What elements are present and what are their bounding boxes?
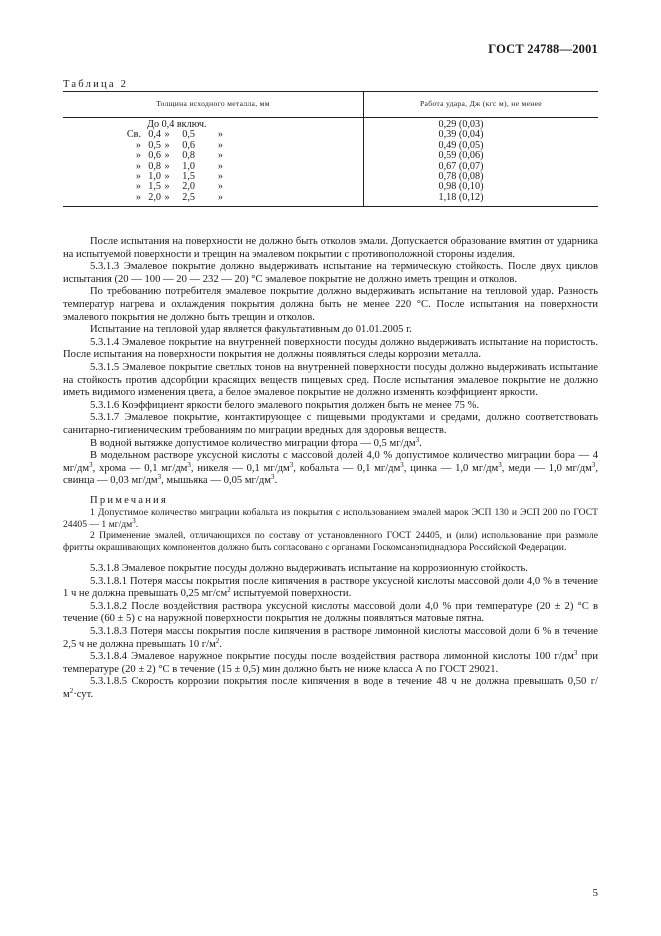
table-container xyxy=(63,91,598,207)
paragraph-fluorine: В водной вытяжке допустимое количество миграции фтора — 0,5 $мг/дм^3$. xyxy=(90,435,422,449)
clause-5-3-1-8-1: 5.3.1.8.1 Потеря массы покрытия после кипячения в растворе уксусной кислоты массовой доли 4,0 % в течение 1 ч не должна превышать 0,25 $мг/см^2$ испытуемой поверхности. xyxy=(63,575,598,600)
clause-5-3-1-8-3: 5.3.1.8.3 Потеря массы покрытия после кипячения в растворе лимонной кислоты массовой доли 6 % в течение 2,5 ч не должна превышать 10 $г/м^2$. xyxy=(63,626,598,650)
note-1: 1 Допустимое количество миграции кобальта из покрытия с использованием эмалей марок ЭСП 130 и ЭСП 200 по ГОСТ 24405 — 1 $мг/дм^3$. xyxy=(63,507,598,530)
clause-5-3-1-8: 5.3.1.8 Эмалевое покрытие посуды должно выдерживать испытание на коррозионную стойкость. xyxy=(90,563,528,575)
column-header-thickness: Толщина исходного металла, мм xyxy=(63,92,364,118)
thickness-cell: » 0,6 » 0,8 » xyxy=(135,150,223,162)
paragraph: По требованию потребителя эмалевое покрытие должно выдерживать испытание на тепловой удар. Разность температур нагрева и охлаждения покрытия должна быть не менее 220 °С. После испытания на поверхности эмалевого покрытия не должно быть трещин и отколов. xyxy=(63,286,598,323)
column-header-impact: Работа удара, Дж (кгс м), не менее xyxy=(364,92,599,118)
impact-cell: 0,98 (0,10) xyxy=(438,181,484,193)
impact-cell: 0,29 (0,03) xyxy=(438,119,484,130)
thickness-cell: До 0,4 включ. xyxy=(147,119,207,130)
clause-5-3-1-8-5: 5.3.1.8.5 Скорость коррозии покрытия после кипячения в воде в течение 48 ч не должна превышать 0,50 $г/м^2\cdot сут$. xyxy=(63,676,598,701)
clause-5-3-1-4: 5.3.1.4 Эмалевое покрытие на внутренней поверхности посуды должно выдерживать испытание на пористость. После испытания на поверхности покрытия не должны появляться следы коррозии металла. xyxy=(63,336,598,361)
table-caption: Таблица 2 xyxy=(63,79,129,90)
thickness-cell: » 0,8 » 1,0 » xyxy=(135,160,223,172)
thickness-cell: » 0,5 » 0,6 » xyxy=(135,139,223,151)
impact-cell: 0,39 (0,04) xyxy=(438,129,484,141)
thickness-cell: » 1,0 » 1,5 » xyxy=(135,171,223,183)
clause-5-3-1-8-4: 5.3.1.8.4 Эмалевое наружное покрытие посуды после воздействия раствора лимонной кислоты 100 $г/дм^3$ при температуре (20 ± 2) °С в течение (15 ± 0,5) мин должно быть не ниже класса А по ГОСТ 29021. xyxy=(63,649,598,675)
table-row xyxy=(63,193,598,207)
impact-cell: 0,49 (0,05) xyxy=(438,139,484,151)
paragraph-migration-limits: В модельном растворе уксусной кислоты с массовой долей 4,0 % допустимое количество миграции бора — 4 $мг/дм^3$, хрома — 0,1 $мг/дм^3$, никеля — 0,1 $мг/дм^3$, кобальта — 0,1 $мг/дм^3$, цинка — 1,0 $мг/дм^3$, меди — 1,0 $мг/дм^3$, свинца — 0,03 $мг/дм^3$, мышьяка — 0,05 $мг/дм^3$. xyxy=(63,450,598,487)
thickness-cell: » 2,0 » 2,5 » xyxy=(135,191,223,203)
body-text xyxy=(63,236,598,702)
impact-cell: 0,67 (0,07) xyxy=(438,160,484,172)
impact-table xyxy=(63,91,598,207)
thickness-cell: Св. 0,4 » 0,5 » xyxy=(126,129,223,141)
clause-5-3-1-5: 5.3.1.5 Эмалевое покрытие светлых тонов на внутренней поверхности посуды должно выдерживать испытание на стойкость против адсорбции красящих веществ пищевых сред. После испытания эмалевое покрытие не должно иметь видимого изменения цвета, а белое эмалевое покрытие не должно изменять коэффициент яркости. xyxy=(63,361,598,399)
impact-cell: 1,18 (0,12) xyxy=(364,193,599,207)
clause-5-3-1-7: 5.3.1.7 Эмалевое покрытие, контактирующее с пищевыми продуктами и средами, должно соответствовать санитарно-гигиеническим требованиям по миграции вредных для здоровья веществ. xyxy=(63,412,598,436)
thickness-cell: » 1,5 » 2,0 » xyxy=(135,181,223,193)
note-2: 2 Применение эмалей, отличающихся по составу от установленного ГОСТ 24405, и (или) использование при размоле фритты окрашивающих компонентов должно быть согласовано с органами Госкомсанэпиднадзора Российской Федерации. xyxy=(63,530,598,553)
clause-5-3-1-8-2: 5.3.1.8.2 После воздействия раствора уксусной кислоты массовой доли 4,0 % при температуре (20 ± 2) °С в течение (60 ± 5) с на наружной поверхности покрытия не должны появляться матовые пятна. xyxy=(63,600,598,625)
clause-5-3-1-3: 5.3.1.3 Эмалевое покрытие должно выдерживать испытание на термическую стойкость. После двух циклов испытания (20 — 100 — 20 — 232 — 20) °С эмалевое покрытие не должно иметь трещин и отколов. xyxy=(63,261,598,285)
page-number: 5 xyxy=(592,887,598,900)
paragraph: Испытание на тепловой удар является факультативным до 01.01.2005 г. xyxy=(90,324,412,336)
impact-cell: 0,59 (0,06) xyxy=(438,150,484,162)
impact-cell: 0,78 (0,08) xyxy=(438,171,484,183)
clause-5-3-1-6: 5.3.1.6 Коэффициент яркости белого эмалевого покрытия должен быть не менее 75 %. xyxy=(90,399,480,411)
notes-title: Примечания xyxy=(90,494,168,506)
standard-code: ГОСТ 24788—2001 xyxy=(488,42,598,56)
paragraph: После испытания на поверхности не должно быть отколов эмали. Допускается образование вмятин от ударника на испытуемой поверхности и трещин на эмалевом покрытии с противоположной стороны изделия. xyxy=(63,236,598,260)
table-header-row xyxy=(63,92,598,118)
